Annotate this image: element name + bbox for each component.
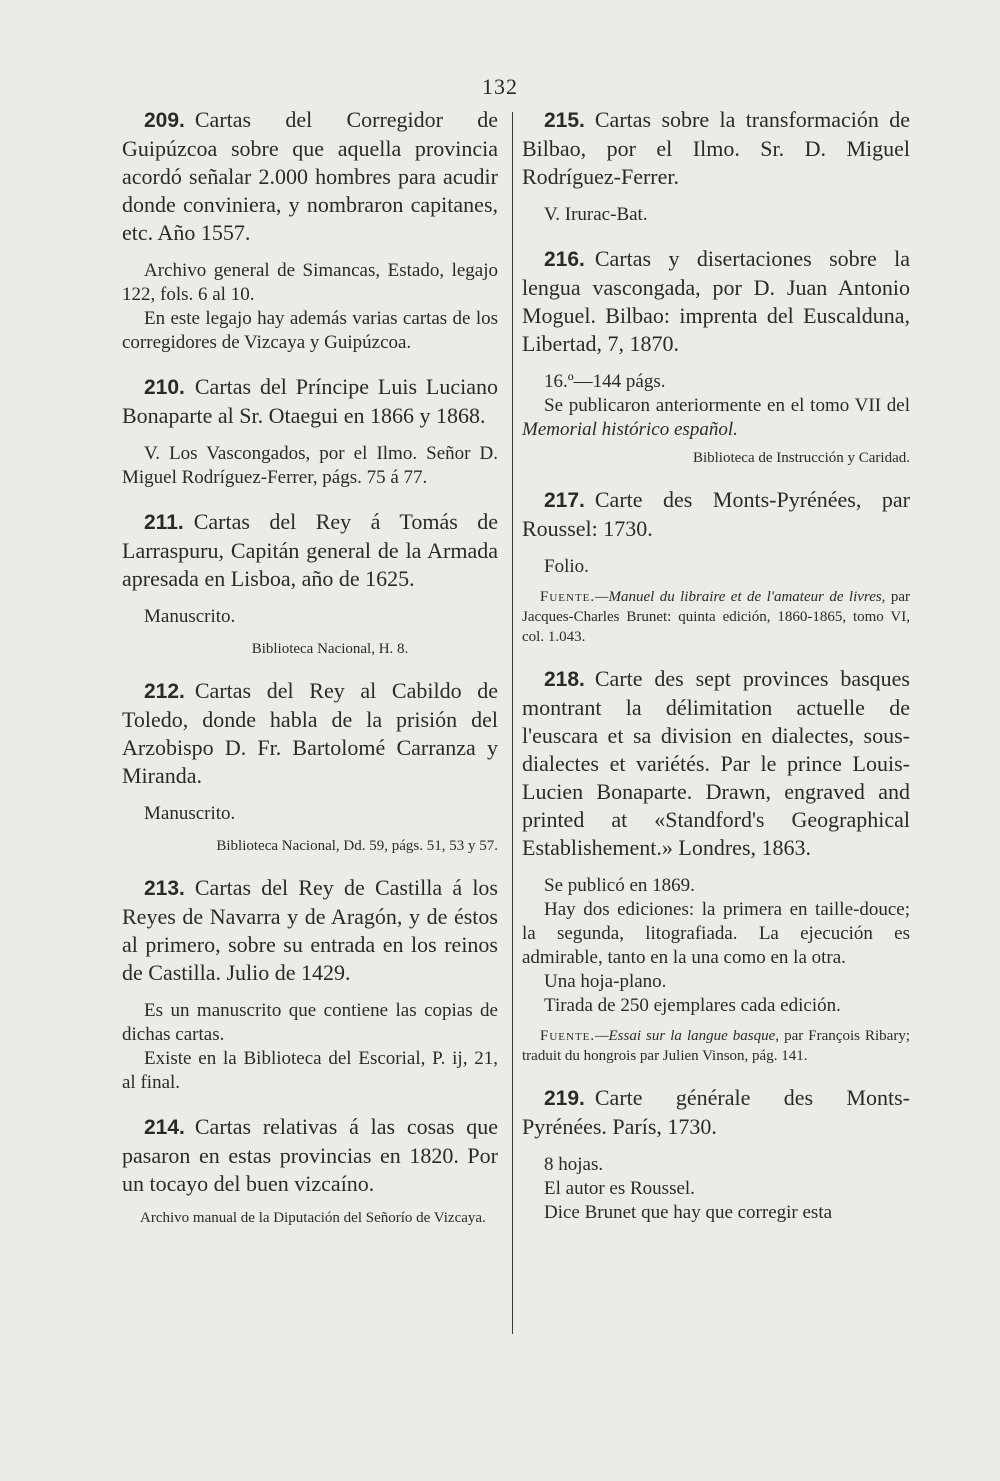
entry-title	[122, 373, 498, 430]
entry-212	[122, 677, 498, 856]
entry-title-text: Cartas del Rey al Cabildo de Toledo, donde habla de la prisión del Arzobispo D. Fr. Bartolomé Carranza y Miranda.	[122, 678, 498, 788]
entry-note: 8 hojas.	[544, 1154, 604, 1175]
entry-title-text: Carte des Monts-Pyrénées, par Roussel: 1730.	[522, 487, 910, 541]
entry-title	[522, 1084, 910, 1141]
entry-source: Biblioteca de Instrucción y Caridad.	[692, 450, 910, 466]
entry-note: Una hoja-plano.	[544, 971, 667, 992]
entry-note: Hay dos ediciones: la primera en taille-douce; la segunda, litografiada. La ejecución es admirable, tanto en la una como en la otra.	[522, 899, 910, 968]
entry-note: V. Los Vascongados, por el Ilmo. Señor D. Miguel Rodríguez-Ferrer, págs. 75 á 77.	[122, 443, 498, 488]
source-label: Fuente.	[540, 1028, 596, 1044]
entry-title-text: Cartas y disertaciones sobre la lengua vascongada, por D. Juan Antonio Moguel. Bilbao: imprenta del Euscalduna, Libertad, 7, 1870.	[522, 246, 910, 356]
entry-title	[122, 874, 498, 987]
entry-title	[122, 508, 498, 593]
entry-title	[122, 677, 498, 790]
entry-source	[522, 587, 910, 647]
entry-211	[122, 508, 498, 659]
entry-number: 213.	[144, 877, 185, 900]
entry-number: 216.	[544, 248, 585, 271]
entry-title-text: Cartas del Rey á Tomás de Larraspuru, Capitán general de la Armada apresada en Lisboa, año de 1625.	[122, 509, 498, 591]
entry-title-text: Carte des sept provinces basques montrant la délimitation actuelle de l'euscara et sa division en dialectes, sous-dialectes et variétés. Par le prince Louis-Lucien Bonaparte. Drawn, engraved and printed at «Standford's Geographical Establishement.» Londres, 1863.	[522, 666, 910, 860]
entry-215	[522, 106, 910, 227]
entry-note: Manuscrito.	[144, 606, 236, 627]
column-divider	[512, 112, 513, 1334]
entry-210	[122, 373, 498, 490]
entry-214	[122, 1113, 498, 1228]
entry-note: Manuscrito.	[144, 803, 236, 824]
note-text: Se publicaron anteriormente en el tomo VII del	[544, 395, 910, 416]
entry-source: Biblioteca Nacional, Dd. 59, págs. 51, 53 y 57.	[216, 838, 498, 854]
entry-title-text: Cartas relativas á las cosas que pasaron en estas provincias en 1820. Por un tocayo del buen vizcaíno.	[122, 1114, 498, 1196]
entry-title-text: Carte générale des Monts-Pyrénées. París, 1730.	[522, 1085, 910, 1139]
entry-note: V. Irurac-Bat.	[544, 204, 648, 225]
entry-note: Dice Brunet que hay que corregir esta	[544, 1202, 833, 1223]
entry-note	[522, 394, 910, 442]
entry-note: Se publicó en 1869.	[544, 875, 695, 896]
left-column	[122, 106, 498, 1228]
right-column	[522, 106, 910, 1225]
entry-219	[522, 1084, 910, 1225]
entry-title-text: Cartas del Corregidor de Guipúzcoa sobre que aquella provincia acordó señalar 2.000 hombres para acudir donde conviniera, y nombraron capitanes, etc. Año 1557.	[122, 107, 498, 245]
entry-number: 219.	[544, 1087, 585, 1110]
entry-title-text: Cartas del Príncipe Luis Luciano Bonaparte al Sr. Otaegui en 1866 y 1868.	[122, 374, 498, 428]
entry-number: 215.	[544, 109, 585, 132]
source-text: par François Ribary; traduit du hongrois par Julien Vinson, pág. 141.	[522, 1028, 910, 1064]
note-italic-title: Memorial histórico español.	[522, 419, 738, 440]
entry-number: 210.	[144, 376, 185, 399]
entry-title	[122, 1113, 498, 1198]
entry-note: En este legajo hay además varias cartas de los corregidores de Vizcaya y Guipúzcoa.	[122, 308, 498, 353]
entry-title	[522, 245, 910, 358]
entry-note: Archivo general de Simancas, Estado, legajo 122, fols. 6 al 10.	[122, 260, 498, 305]
entry-209	[122, 106, 498, 355]
entry-note: Existe en la Biblioteca del Escorial, P. ij, 21, al final.	[122, 1048, 498, 1093]
entry-title-text: Cartas del Rey de Castilla á los Reyes de Navarra y de Aragón, y de éstos al primero, sobre su entrada en los reinos de Castilla. Julio de 1429.	[122, 875, 498, 985]
entry-number: 212.	[144, 680, 185, 703]
entry-number: 209.	[144, 109, 185, 132]
entry-title	[522, 665, 910, 862]
entry-217	[522, 486, 910, 647]
source-title: —Essai sur la langue basque,	[595, 1028, 780, 1044]
source-text: par Jacques-Charles Brunet: quinta edición, 1860-1865, tomo VI, col. 1.043.	[522, 589, 910, 645]
entry-note: Tirada de 250 ejemplares cada edición.	[544, 995, 841, 1016]
entry-title-text: Cartas sobre la transformación de Bilbao, por el Ilmo. Sr. D. Miguel Rodríguez-Ferrer.	[522, 107, 910, 189]
page-number: 132	[482, 74, 518, 99]
entry-note: 16.º—144 págs.	[544, 371, 666, 392]
entry-title	[522, 106, 910, 191]
entry-title	[522, 486, 910, 543]
entry-source: Biblioteca Nacional, H. 8.	[251, 641, 409, 657]
entry-source: Archivo manual de la Diputación del Señorío de Vizcaya.	[140, 1210, 486, 1226]
entry-218	[522, 665, 910, 1066]
source-title: —Manuel du libraire et de l'amateur de livres,	[595, 589, 886, 605]
entry-216	[522, 245, 910, 468]
entry-number: 218.	[544, 668, 585, 691]
entry-title	[122, 106, 498, 247]
entry-note: Es un manuscrito que contiene las copias de dichas cartas.	[122, 1000, 498, 1045]
entry-number: 217.	[544, 489, 585, 512]
entry-number: 214.	[144, 1116, 185, 1139]
source-label: Fuente.	[540, 589, 596, 605]
entry-note: Folio.	[544, 556, 589, 577]
entry-number: 211.	[144, 511, 184, 534]
entry-source	[522, 1026, 910, 1066]
entry-note: El autor es Roussel.	[544, 1178, 695, 1199]
entry-213	[122, 874, 498, 1095]
